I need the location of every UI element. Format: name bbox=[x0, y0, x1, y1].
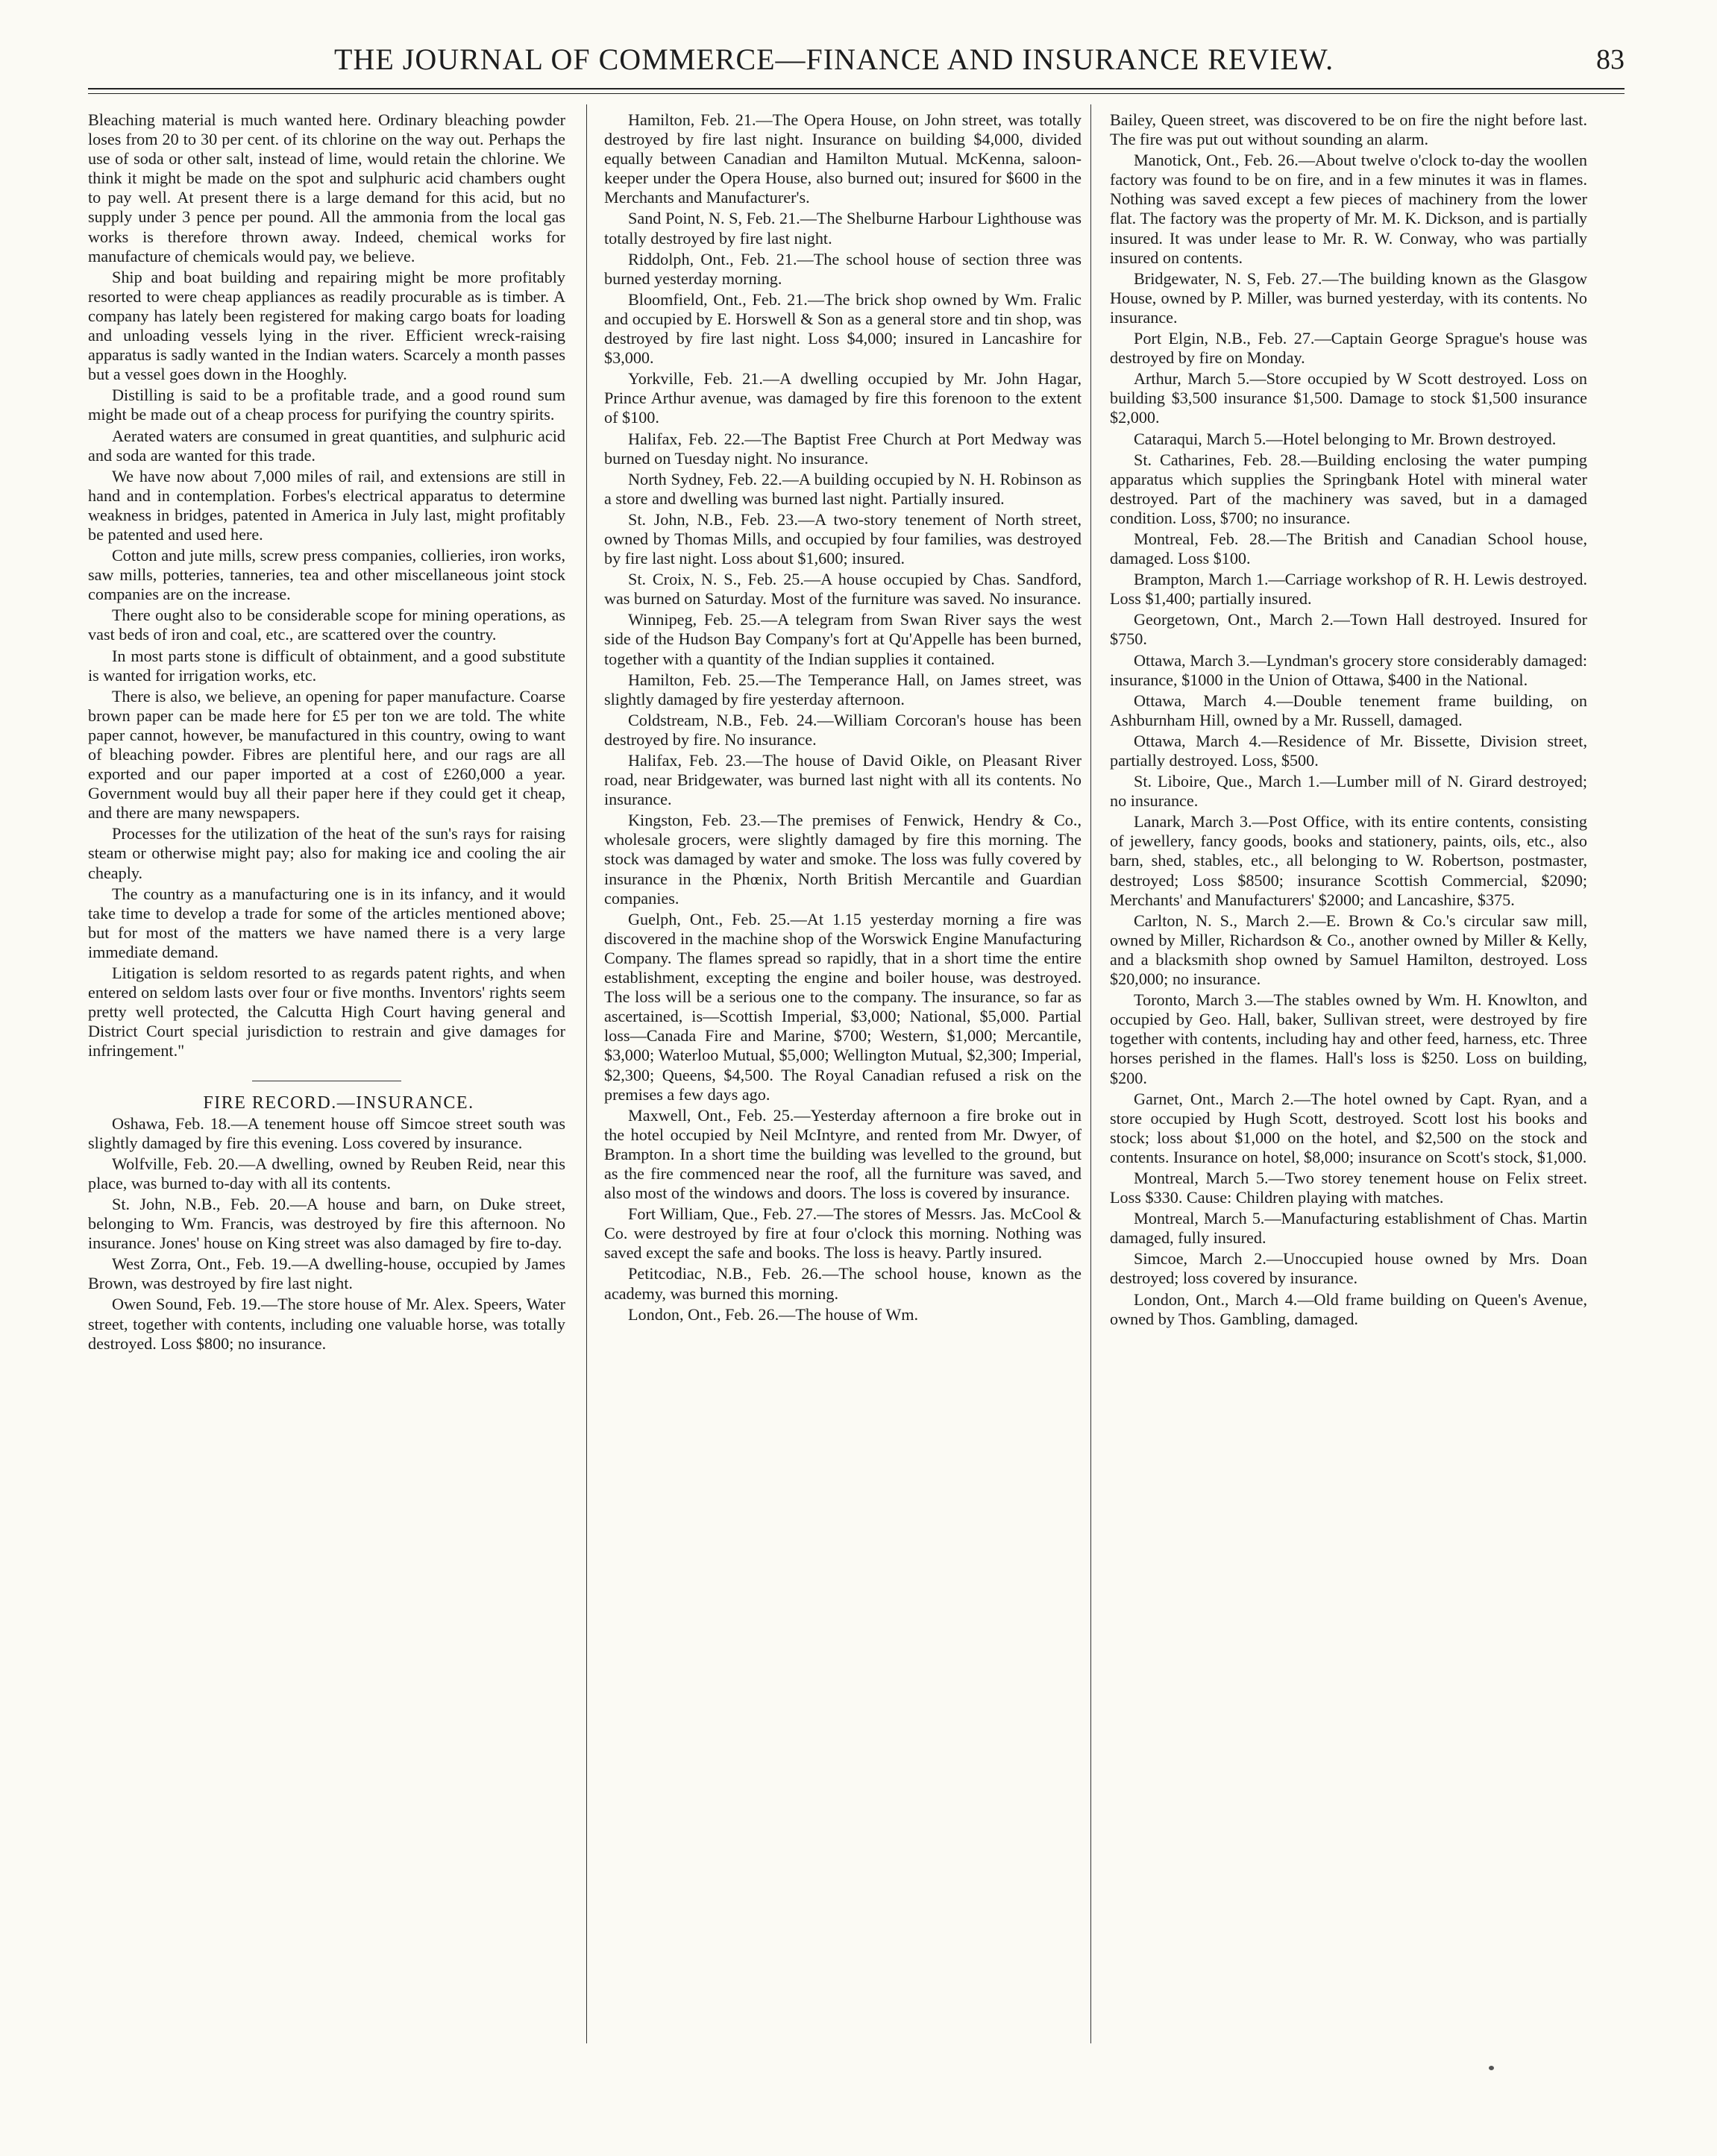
fire-report: Kingston, Feb. 23.—The premises of Fenwick, Hendry & Co., wholesale grocers, were slightly damaged by fire this morning. The stock was damaged by water and smoke. The loss was fully covered by insurance in the Phœnix, North British Mercantile and Guardian companies. bbox=[604, 811, 1082, 908]
fire-report: Georgetown, Ont., March 2.—Town Hall destroyed. Insured for $750. bbox=[1110, 610, 1587, 649]
fire-report: Lanark, March 3.—Post Office, with its entire contents, consisting of jewellery, fancy goods, books and stationery, paints, oils, etc., also barn, shed, stables, etc., all belonging to W. Robertson, postmaster, destroyed; Loss $8500; insurance Scottish Commercial, $2090; Merchants' and Manufacturers' $2000; and Lancashire, $375. bbox=[1110, 812, 1587, 909]
article-paragraph: Aerated waters are consumed in great quantities, and sulphuric acid and soda are wanted for this trade. bbox=[88, 426, 565, 465]
header-rule bbox=[88, 88, 1625, 89]
fire-report: St. John, N.B., Feb. 20.—A house and barn, on Duke street, belonging to Wm. Francis, was destroyed by fire this afternoon. No insurance. Jones' house on King street was also damaged by fire to-day. bbox=[88, 1194, 565, 1253]
fire-report: Brampton, March 1.—Carriage workshop of R. H. Lewis destroyed. Loss $1,400; partially insured. bbox=[1110, 570, 1587, 609]
article-paragraph: Ship and boat building and repairing might be more profitably resorted to were cheap appliances as readily procurable as is timber. A company has lately been registered for making cargo boats for loading and unloading vessels lying in the river. Efficient wreck-raising apparatus is sadly wanted in the Indian waters. Scarcely a month passes but a vessel goes down in the Hooghly. bbox=[88, 267, 565, 384]
fire-report: Oshawa, Feb. 18.—A tenement house off Simcoe street south was slightly damaged by fire this evening. Loss covered by insurance. bbox=[88, 1113, 565, 1152]
fire-report: Simcoe, March 2.—Unoccupied house owned by Mrs. Doan destroyed; loss covered by insurance. bbox=[1110, 1249, 1587, 1288]
article-paragraph: We have now about 7,000 miles of rail, and extensions are still in hand and in contemplation. Forbes's electrical apparatus to determine weakness in bridges, patented in America in July last, might profitably be patented and used here. bbox=[88, 466, 565, 544]
fire-report: Montreal, March 5.—Two storey tenement house on Felix street. Loss $330. Cause: Children playing with matches. bbox=[1110, 1168, 1587, 1207]
fire-report: Ottawa, March 4.—Double tenement frame building, on Ashburnham Hill, owned by a Mr. Russell, damaged. bbox=[1110, 691, 1587, 729]
fire-report: Hamilton, Feb. 21.—The Opera House, on John street, was totally destroyed by fire last night. Insurance on building $4,000, divided equally between Canadian and Hamilton Mutual. McKenna, saloon-keeper under the Opera House, also burned out; insured for $600 in the Merchants and Manufacturer's. bbox=[604, 110, 1082, 207]
fire-report: Coldstream, N.B., Feb. 24.—William Corcoran's house has been destroyed by fire. No insurance. bbox=[604, 710, 1082, 749]
fire-report: Halifax, Feb. 23.—The house of David Oikle, on Pleasant River road, near Bridgewater, was burned last night with all its contents. No insurance. bbox=[604, 751, 1082, 809]
print-speck bbox=[1489, 2066, 1494, 2070]
fire-report: Port Elgin, N.B., Feb. 27.—Captain George Sprague's house was destroyed by fire on Monday. bbox=[1110, 329, 1587, 368]
article-paragraph: Bleaching material is much wanted here. Ordinary bleaching powder loses from 20 to 30 per cent. of its chlorine on the way out. Perhaps the use of soda or other salt, instead of lime, would retain the chlorine. We think it might be made on the spot and sulphuric acid chambers ought to pay well. At present there is a large demand for this acid, but no supply under 3 pence per pound. All the ammonia from the local gas works is therefore thrown away. Indeed, chemical works for manufacture of chemicals would pay, we believe. bbox=[88, 110, 565, 265]
fire-report: Petitcodiac, N.B., Feb. 26.—The school house, known as the academy, was burned this morning. bbox=[604, 1264, 1082, 1303]
page-header bbox=[88, 37, 1625, 82]
article-paragraph: The country as a manufacturing one is in its infancy, and it would take time to develop a trade for some of the articles mentioned above; but for most of the matters we have named there is a very large immediate demand. bbox=[88, 884, 565, 961]
page-number: 83 bbox=[1596, 44, 1625, 75]
fire-report: London, Ont., Feb. 26.—The house of Wm. bbox=[628, 1304, 919, 1324]
fire-report: Manotick, Ont., Feb. 26.—About twelve o'clock to-day the woollen factory was found to be on fire, and in a few minutes it was in flames. Nothing was saved except a few pieces of machinery from the lower flat. The factory was the property of Mr. M. K. Dickson, and is partially insured. It was under lease to Mr. R. W. Conway, who was partially insured on contents. bbox=[1110, 151, 1587, 267]
article-paragraph: Distilling is said to be a profitable trade, and a good round sum might be made out of a cheap process for purifying the country spirits. bbox=[88, 386, 565, 424]
column-divider bbox=[1090, 104, 1091, 2043]
fire-report: North Sydney, Feb. 22.—A building occupied by N. H. Robinson as a store and dwelling was burned last night. Partially insured. bbox=[604, 469, 1082, 508]
article-paragraph: Cotton and jute mills, screw press companies, collieries, iron works, saw mills, potteries, tanneries, tea and other miscellaneous joint stock companies are on the increase. bbox=[88, 546, 565, 604]
article-paragraph: Processes for the utilization of the heat of the sun's rays for raising steam or otherwise might pay; also for making ice and cooling the air cheaply. bbox=[88, 824, 565, 882]
column-3 bbox=[1110, 110, 1587, 2042]
journal-title: THE JOURNAL OF COMMERCE—FINANCE AND INSURANCE REVIEW. bbox=[334, 43, 1334, 76]
fire-report: Carlton, N. S., March 2.—E. Brown & Co.'s circular saw mill, owned by Miller, Richardson & Co., another owned by Miller & Kelly, and a blacksmith shop owned by Samuel Hamilton, destroyed. Loss $20,000; no insurance. bbox=[1110, 911, 1587, 989]
fire-report: Ottawa, March 3.—Lyndman's grocery store considerably damaged: insurance, $1000 in the Union of Ottawa, $400 in the National. bbox=[1110, 650, 1587, 689]
fire-report: St. Catharines, Feb. 28.—Building enclosing the water pumping apparatus which supplies the Springbank Hotel with mineral water destroyed. Part of the machinery was saved, but in a damaged condition. Loss, $700; no insurance. bbox=[1110, 450, 1587, 527]
column-divider bbox=[586, 104, 587, 2043]
header-rule-thin bbox=[88, 93, 1625, 94]
fire-report: St. Croix, N. S., Feb. 25.—A house occupied by Chas. Sandford, was burned on Saturday. Most of the furniture was saved. No insurance. bbox=[604, 570, 1082, 609]
fire-report: Bridgewater, N. S, Feb. 27.—The building known as the Glasgow House, owned by P. Miller, was burned yesterday, with its contents. No insurance. bbox=[1110, 268, 1587, 327]
fire-report: Winnipeg, Feb. 25.—A telegram from Swan River says the west side of the Hudson Bay Company's fort at Qu'Appelle has been burned, together with a quantity of the Indian supplies it contained. bbox=[604, 610, 1082, 668]
fire-report: St. Liboire, Que., March 1.—Lumber mill of N. Girard destroyed; no insurance. bbox=[1110, 772, 1587, 811]
fire-report: West Zorra, Ont., Feb. 19.—A dwelling-house, occupied by James Brown, was destroyed by fire last night. bbox=[88, 1254, 565, 1293]
fire-report: Bailey, Queen street, was discovered to be on fire the night before last. The fire was put out without sounding an alarm. bbox=[1110, 110, 1587, 149]
fire-record-heading: FIRE RECORD.—INSURANCE. bbox=[203, 1093, 474, 1113]
fire-report: Montreal, Feb. 28.—The British and Canadian School house, damaged. Loss $100. bbox=[1110, 529, 1587, 568]
column-2 bbox=[604, 110, 1082, 2042]
fire-report: Riddolph, Ont., Feb. 21.—The school house of section three was burned yesterday morning. bbox=[604, 249, 1082, 288]
fire-report: Bloomfield, Ont., Feb. 21.—The brick shop owned by Wm. Fralic and occupied by E. Horswell & Son as a general store and tin shop, was destroyed by fire last night. Loss $4,000; insured in Lancashire for $3,000. bbox=[604, 289, 1082, 368]
fire-report: London, Ont., March 4.—Old frame building on Queen's Avenue, owned by Thos. Gambling, damaged. bbox=[1110, 1289, 1587, 1328]
article-paragraph: There ought also to be considerable scope for mining operations, as vast beds of iron and coal, etc., are scattered over the country. bbox=[88, 606, 565, 644]
fire-report: Hamilton, Feb. 25.—The Temperance Hall, on James street, was slightly damaged by fire yesterday afternoon. bbox=[604, 670, 1082, 708]
fire-report: Sand Point, N. S, Feb. 21.—The Shelburne Harbour Lighthouse was totally destroyed by fire last night. bbox=[604, 209, 1082, 248]
fire-report: Owen Sound, Feb. 19.—The store house of Mr. Alex. Speers, Water street, together with contents, including one valuable horse, was totally destroyed. Loss $800; no insurance. bbox=[88, 1295, 565, 1353]
column-1 bbox=[88, 110, 565, 2042]
fire-report: Wolfville, Feb. 20.—A dwelling, owned by Reuben Reid, near this place, was burned to-day with all its contents. bbox=[88, 1154, 565, 1192]
fire-report: Cataraqui, March 5.—Hotel belonging to Mr. Brown destroyed. bbox=[1134, 429, 1557, 448]
fire-report: Ottawa, March 4.—Residence of Mr. Bissette, Division street, partially destroyed. Loss, $500. bbox=[1110, 731, 1587, 770]
fire-report: Montreal, March 5.—Manufacturing establishment of Chas. Martin damaged, fully insured. bbox=[1110, 1209, 1587, 1248]
article-paragraph: In most parts stone is difficult of obtainment, and a good substitute is wanted for irrigation works, etc. bbox=[88, 646, 565, 685]
fire-report: Toronto, March 3.—The stables owned by Wm. H. Knowlton, and occupied by Geo. Hall, baker, Sullivan street, were destroyed by fire together with contents, including hay and other feed, harness, etc. Three horses perished in the flames. Hall's loss is $250. Loss on building, $200. bbox=[1110, 990, 1587, 1087]
article-paragraph: There is also, we believe, an opening for paper manufacture. Coarse brown paper can be made here for £5 per ton we are told. The white paper cannot, however, be manufactured in this country, owing to want of bleaching powder. Fibres are plentiful here, and our rags are all exported and our paper imported at a cost of £260,000 a year. Government would buy all their paper here if they could get it cheap, and there are many newspapers. bbox=[88, 686, 565, 823]
fire-report: Maxwell, Ont., Feb. 25.—Yesterday afternoon a fire broke out in the hotel occupied by Neil McIntyre, and rented from Mr. Dwyer, of Brampton. In a short time the building was levelled to the ground, but as the fire commenced near the roof, all the furniture was saved, and also most of the windows and doors. The loss is covered by insurance. bbox=[604, 1105, 1082, 1203]
fire-report: Guelph, Ont., Feb. 25.—At 1.15 yesterday morning a fire was discovered in the machine shop of the Worswick Engine Manufacturing Company. The flames spread so rapidly, that in a short time the entire establishment, excepting the engine and boiler house, was destroyed. The loss will be a serious one to the company. The insurance, so far as ascertained, is—Scottish Imperial, $3,000; National, $5,000. Partial loss—Canada Fire and Marine, $700; Western, $1,000; Mercantile, $3,000; Waterloo Mutual, $5,000; Wellington Mutual, $2,300; Imperial, $2,300; Queens, $4,500. The Royal Canadian refused a risk on the premises a few days ago. bbox=[604, 909, 1082, 1104]
fire-report: St. John, N.B., Feb. 23.—A two-story tenement of North street, owned by Thomas Mills, and occupied by four families, was destroyed by fire last night. Loss about $1,600; insured. bbox=[604, 509, 1082, 568]
fire-report: Halifax, Feb. 22.—The Baptist Free Church at Port Medway was burned on Tuesday night. No insurance. bbox=[604, 429, 1082, 468]
fire-report: Garnet, Ont., March 2.—The hotel owned by Capt. Ryan, and a store occupied by Hugh Scott, destroyed. Scott lost his books and stock; loss about $1,000 on the hotel, and $2,500 on the stock and contents. Insurance on hotel, $8,000; insurance on Scott's stock, $1,000. bbox=[1110, 1089, 1587, 1166]
fire-report: Arthur, March 5.—Store occupied by W Scott destroyed. Loss on building $3,500 insurance $1,500. Damage to stock $1,500 insurance $2,000. bbox=[1110, 369, 1587, 427]
fire-report: Fort William, Que., Feb. 27.—The stores of Messrs. Jas. McCool & Co. were destroyed by fire at four o'clock this morning. Nothing was saved except the safe and books. The loss is heavy. Partly insured. bbox=[604, 1204, 1082, 1263]
fire-report: Yorkville, Feb. 21.—A dwelling occupied by Mr. John Hagar, Prince Arthur avenue, was damaged by fire this forenoon to the extent of $100. bbox=[604, 369, 1082, 427]
article-paragraph: Litigation is seldom resorted to as regards patent rights, and when entered on seldom lasts over four or five months. Inventors' rights seem pretty well protected, the Calcutta High Court having general and District Court special jurisdiction to restrain and give damages for infringement." bbox=[88, 964, 565, 1060]
